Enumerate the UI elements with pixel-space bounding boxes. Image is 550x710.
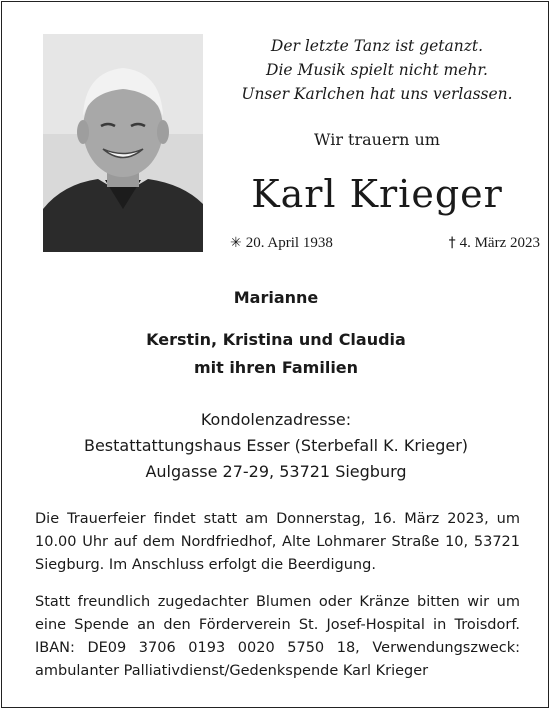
poem-line-3: Unser Karlchen hat uns verlassen. — [241, 85, 513, 103]
death-cross-icon: † — [448, 235, 456, 251]
poem-line-1: Der letzte Tanz ist getanzt. — [270, 37, 484, 55]
condolence-address — [2, 407, 550, 485]
poem — [217, 34, 537, 106]
portrait-photo — [43, 34, 203, 252]
donation-paragraph: Statt freundlich zugedachter Blumen oder Kränze bitten wir um eine Spende an den Förderverein St. Josef-Hospital in Troisdorf. IBAN: DE09 3706 0193 0020 5750 18, Verwendungszweck: ambulanter Palliativdienst/Gedenkspende Karl Krieger — [35, 594, 520, 679]
birth-star-icon: ✳ — [230, 235, 242, 251]
poem-line-2: Die Musik spielt nicht mehr. — [266, 61, 488, 79]
address-label: Kondolenzadresse: — [200, 410, 352, 429]
obituary-notice — [1, 1, 549, 708]
address-line-1: Bestattattungshaus Esser (Sterbefall K. Krieger) — [83, 436, 469, 455]
birth-date-group — [230, 235, 333, 252]
mourning-line: Wir trauern um — [314, 130, 440, 149]
address-line-2: Aulgasse 27-29, 53721 Siegburg — [145, 462, 407, 481]
family-line-2: Kerstin, Kristina und Claudia — [146, 330, 406, 349]
family-line-1: Marianne — [233, 288, 319, 307]
deceased-name: Karl Krieger — [251, 172, 503, 216]
death-date-group — [449, 235, 540, 252]
birth-date: 20. April 1938 — [245, 235, 333, 251]
death-date: 4. März 2023 — [459, 235, 540, 251]
family-line-3: mit ihren Familien — [193, 358, 359, 377]
funeral-paragraph: Die Trauerfeier findet statt am Donnerstag, 16. März 2023, um 10.00 Uhr auf dem Nordfriedhof, Alte Lohmarer Straße 10, 53721 Siegburg. Im Anschluss erfolgt die Beerdigung. — [35, 511, 520, 573]
life-dates — [230, 235, 540, 252]
portrait-illustration — [43, 34, 203, 252]
